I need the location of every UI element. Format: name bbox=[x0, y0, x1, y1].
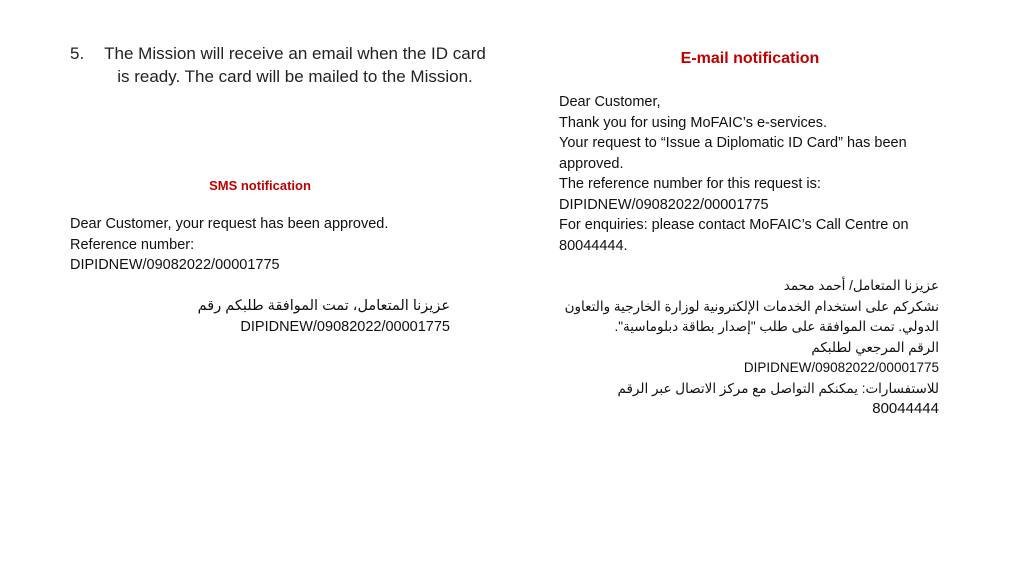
sms-line: DIPIDNEW/09082022/00001775 bbox=[70, 257, 280, 273]
sms-notification-title: SMS notification bbox=[209, 178, 311, 193]
email-notification-title: E-mail notification bbox=[680, 50, 820, 67]
email-arabic-reference: DIPIDNEW/09082022/00001775 bbox=[743, 360, 939, 375]
sms-arabic-reference: DIPIDNEW/09082022/00001775 bbox=[240, 319, 450, 335]
step-text: The Mission will receive an email when the ID card is ready. The card will be mailed to the Mission. bbox=[104, 44, 486, 86]
email-english-message bbox=[559, 92, 949, 256]
sms-line: Dear Customer, your request has been approved. bbox=[70, 216, 389, 232]
email-arabic-phone: 80044444 bbox=[872, 400, 939, 417]
email-reference: DIPIDNEW/09082022/00001775 bbox=[559, 196, 769, 213]
email-arabic-line: عزيزنا المتعامل/ أحمد محمد bbox=[783, 278, 939, 293]
email-line: Your request to “Issue a Diplomatic ID Card” has been approved. bbox=[559, 135, 907, 172]
email-arabic-line: للاستفسارات: يمكنكم التواصل مع مركز الاتصال عبر الرقم bbox=[617, 380, 939, 396]
email-line: For enquiries: please contact MoFAIC’s Call Centre on 80044444. bbox=[559, 217, 909, 254]
email-arabic-message bbox=[540, 276, 939, 420]
email-line: Thank you for using MoFAIC’s e-services. bbox=[559, 114, 828, 131]
sms-english-message bbox=[70, 214, 470, 276]
instruction-step bbox=[70, 42, 490, 88]
email-arabic-line: الرقم المرجعي لطلبكم bbox=[811, 339, 939, 355]
email-line: The reference number for this request is: bbox=[559, 176, 821, 192]
sms-arabic-line: عزيزنا المتعامل، تمت الموافقة طلبكم رقم bbox=[197, 298, 450, 314]
sms-line: Reference number: bbox=[70, 236, 195, 253]
sms-arabic-message bbox=[150, 296, 450, 338]
email-arabic-line: نشكركم على استخدام الخدمات الإلكترونية لوزارة الخارجية والتعاون الدولي. تمت الموافقة على طلب "إصدار بطاقة دبلوماسية". bbox=[564, 298, 939, 334]
step-number: 5. bbox=[70, 44, 85, 63]
email-line: Dear Customer, bbox=[559, 94, 661, 110]
